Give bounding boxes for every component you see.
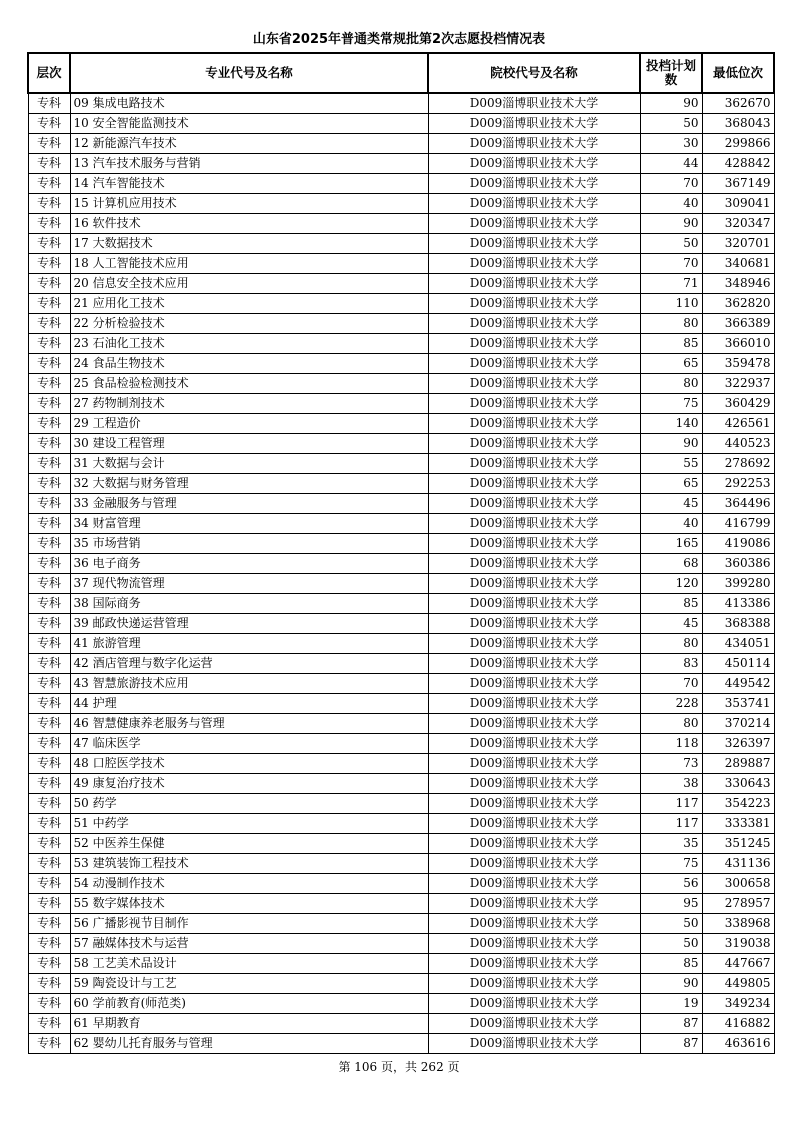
major-cell: 61 早期教育 — [70, 1014, 428, 1034]
school-cell: D009淄博职业技术大学 — [428, 914, 640, 934]
rank-cell: 434051 — [702, 634, 774, 654]
school-cell: D009淄博职业技术大学 — [428, 454, 640, 474]
rank-cell: 366389 — [702, 314, 774, 334]
level-cell: 专科 — [28, 614, 70, 634]
school-cell: D009淄博职业技术大学 — [428, 494, 640, 514]
table-row — [28, 514, 774, 534]
table-row — [28, 194, 774, 214]
plan-cell: 65 — [640, 474, 702, 494]
rank-cell: 320701 — [702, 234, 774, 254]
table-row — [28, 654, 774, 674]
plan-cell: 30 — [640, 134, 702, 154]
major-cell: 43 智慧旅游技术应用 — [70, 674, 428, 694]
level-cell: 专科 — [28, 334, 70, 354]
major-cell: 14 汽车智能技术 — [70, 174, 428, 194]
plan-cell: 65 — [640, 354, 702, 374]
school-cell: D009淄博职业技术大学 — [428, 534, 640, 554]
level-cell: 专科 — [28, 674, 70, 694]
level-cell: 专科 — [28, 234, 70, 254]
school-cell: D009淄博职业技术大学 — [428, 634, 640, 654]
rank-cell: 278957 — [702, 894, 774, 914]
major-cell: 16 软件技术 — [70, 214, 428, 234]
major-cell: 35 市场营销 — [70, 534, 428, 554]
major-cell: 42 酒店管理与数字化运营 — [70, 654, 428, 674]
rank-cell: 360429 — [702, 394, 774, 414]
plan-cell: 80 — [640, 634, 702, 654]
level-cell: 专科 — [28, 374, 70, 394]
rank-cell: 354223 — [702, 794, 774, 814]
table-row — [28, 314, 774, 334]
level-cell: 专科 — [28, 454, 70, 474]
rank-cell: 330643 — [702, 774, 774, 794]
table-row — [28, 374, 774, 394]
school-cell: D009淄博职业技术大学 — [428, 374, 640, 394]
table-row — [28, 414, 774, 434]
table-row — [28, 454, 774, 474]
table-row — [28, 694, 774, 714]
major-cell: 13 汽车技术服务与营销 — [70, 154, 428, 174]
level-cell: 专科 — [28, 894, 70, 914]
level-cell: 专科 — [28, 254, 70, 274]
level-cell: 专科 — [28, 174, 70, 194]
table-row — [28, 494, 774, 514]
school-cell: D009淄博职业技术大学 — [428, 994, 640, 1014]
plan-cell: 70 — [640, 174, 702, 194]
rank-cell: 278692 — [702, 454, 774, 474]
school-cell: D009淄博职业技术大学 — [428, 334, 640, 354]
plan-cell: 87 — [640, 1014, 702, 1034]
plan-cell: 50 — [640, 914, 702, 934]
table-row — [28, 434, 774, 454]
rank-cell: 362670 — [702, 93, 774, 114]
rank-cell: 353741 — [702, 694, 774, 714]
page-title: 山东省2025年普通类常规批第2次志愿投档情况表 — [252, 32, 546, 47]
major-cell: 20 信息安全技术应用 — [70, 274, 428, 294]
rank-cell: 366010 — [702, 334, 774, 354]
rank-cell: 326397 — [702, 734, 774, 754]
school-cell: D009淄博职业技术大学 — [428, 554, 640, 574]
table-row — [28, 254, 774, 274]
table-row — [28, 294, 774, 314]
level-cell: 专科 — [28, 354, 70, 374]
level-cell: 专科 — [28, 794, 70, 814]
rank-cell: 431136 — [702, 854, 774, 874]
school-cell: D009淄博职业技术大学 — [428, 354, 640, 374]
level-cell: 专科 — [28, 754, 70, 774]
level-cell: 专科 — [28, 134, 70, 154]
major-cell: 55 数字媒体技术 — [70, 894, 428, 914]
school-cell: D009淄博职业技术大学 — [428, 1014, 640, 1034]
table-row — [28, 154, 774, 174]
plan-cell: 80 — [640, 374, 702, 394]
plan-cell: 90 — [640, 974, 702, 994]
school-cell: D009淄博职业技术大学 — [428, 574, 640, 594]
table-row — [28, 774, 774, 794]
school-cell: D009淄博职业技术大学 — [428, 714, 640, 734]
school-cell: D009淄博职业技术大学 — [428, 814, 640, 834]
school-cell: D009淄博职业技术大学 — [428, 954, 640, 974]
major-cell: 48 口腔医学技术 — [70, 754, 428, 774]
rank-cell: 368043 — [702, 114, 774, 134]
level-cell: 专科 — [28, 294, 70, 314]
table-row — [28, 174, 774, 194]
table-row — [28, 554, 774, 574]
plan-cell: 85 — [640, 594, 702, 614]
table-row — [28, 874, 774, 894]
school-cell: D009淄博职业技术大学 — [428, 894, 640, 914]
rank-cell: 440523 — [702, 434, 774, 454]
table-row — [28, 534, 774, 554]
rank-cell: 292253 — [702, 474, 774, 494]
plan-cell: 70 — [640, 674, 702, 694]
major-cell: 59 陶瓷设计与工艺 — [70, 974, 428, 994]
school-cell: D009淄博职业技术大学 — [428, 734, 640, 754]
level-cell: 专科 — [28, 93, 70, 114]
plan-cell: 50 — [640, 114, 702, 134]
rank-cell: 413386 — [702, 594, 774, 614]
level-cell: 专科 — [28, 914, 70, 934]
school-cell: D009淄博职业技术大学 — [428, 434, 640, 454]
table-row — [28, 594, 774, 614]
school-cell: D009淄博职业技术大学 — [428, 294, 640, 314]
table-row — [28, 614, 774, 634]
school-cell: D009淄博职业技术大学 — [428, 174, 640, 194]
rank-cell: 463616 — [702, 1034, 774, 1054]
rank-cell: 449542 — [702, 674, 774, 694]
rank-cell: 416882 — [702, 1014, 774, 1034]
header-level: 层次 — [28, 53, 70, 93]
level-cell: 专科 — [28, 554, 70, 574]
plan-cell: 85 — [640, 334, 702, 354]
rank-cell: 368388 — [702, 614, 774, 634]
rank-cell: 300658 — [702, 874, 774, 894]
header-plan: 投档计划数 — [640, 53, 702, 93]
rank-cell: 370214 — [702, 714, 774, 734]
major-cell: 62 婴幼儿托育服务与管理 — [70, 1034, 428, 1054]
school-cell: D009淄博职业技术大学 — [428, 774, 640, 794]
major-cell: 37 现代物流管理 — [70, 574, 428, 594]
table-row — [28, 394, 774, 414]
major-cell: 47 临床医学 — [70, 734, 428, 754]
major-cell: 23 石油化工技术 — [70, 334, 428, 354]
table-row — [28, 1034, 774, 1054]
school-cell: D009淄博职业技术大学 — [428, 594, 640, 614]
table-row — [28, 114, 774, 134]
table-row — [28, 234, 774, 254]
header-school: 院校代号及名称 — [428, 53, 640, 93]
rank-cell: 449805 — [702, 974, 774, 994]
table-row — [28, 634, 774, 654]
plan-cell: 68 — [640, 554, 702, 574]
plan-cell: 73 — [640, 754, 702, 774]
rank-cell: 322937 — [702, 374, 774, 394]
plan-cell: 118 — [640, 734, 702, 754]
table-row — [28, 894, 774, 914]
level-cell: 专科 — [28, 274, 70, 294]
major-cell: 22 分析检验技术 — [70, 314, 428, 334]
major-cell: 21 应用化工技术 — [70, 294, 428, 314]
school-cell: D009淄博职业技术大学 — [428, 854, 640, 874]
school-cell: D009淄博职业技术大学 — [428, 934, 640, 954]
school-cell: D009淄博职业技术大学 — [428, 414, 640, 434]
rank-cell: 447667 — [702, 954, 774, 974]
school-cell: D009淄博职业技术大学 — [428, 114, 640, 134]
rank-cell: 450114 — [702, 654, 774, 674]
plan-cell: 45 — [640, 614, 702, 634]
plan-cell: 40 — [640, 194, 702, 214]
header-rank: 最低位次 — [702, 53, 774, 93]
major-cell: 09 集成电路技术 — [70, 93, 428, 114]
major-cell: 52 中医养生保健 — [70, 834, 428, 854]
level-cell: 专科 — [28, 434, 70, 454]
school-cell: D009淄博职业技术大学 — [428, 314, 640, 334]
level-cell: 专科 — [28, 534, 70, 554]
level-cell: 专科 — [28, 714, 70, 734]
plan-cell: 55 — [640, 454, 702, 474]
level-cell: 专科 — [28, 574, 70, 594]
major-cell: 41 旅游管理 — [70, 634, 428, 654]
level-cell: 专科 — [28, 634, 70, 654]
level-cell: 专科 — [28, 514, 70, 534]
level-cell: 专科 — [28, 874, 70, 894]
table-body — [28, 93, 774, 1054]
major-cell: 18 人工智能技术应用 — [70, 254, 428, 274]
major-cell: 15 计算机应用技术 — [70, 194, 428, 214]
table-row — [28, 834, 774, 854]
level-cell: 专科 — [28, 194, 70, 214]
table-row — [28, 974, 774, 994]
rank-cell: 362820 — [702, 294, 774, 314]
major-cell: 51 中药学 — [70, 814, 428, 834]
major-cell: 24 食品生物技术 — [70, 354, 428, 374]
school-cell: D009淄博职业技术大学 — [428, 274, 640, 294]
admission-table — [27, 52, 775, 1054]
major-cell: 58 工艺美术品设计 — [70, 954, 428, 974]
level-cell: 专科 — [28, 214, 70, 234]
rank-cell: 359478 — [702, 354, 774, 374]
table-row — [28, 794, 774, 814]
plan-cell: 95 — [640, 894, 702, 914]
rank-cell: 428842 — [702, 154, 774, 174]
rank-cell: 349234 — [702, 994, 774, 1014]
level-cell: 专科 — [28, 814, 70, 834]
major-cell: 39 邮政快递运营管理 — [70, 614, 428, 634]
major-cell: 57 融媒体技术与运营 — [70, 934, 428, 954]
rank-cell: 319038 — [702, 934, 774, 954]
plan-cell: 44 — [640, 154, 702, 174]
major-cell: 50 药学 — [70, 794, 428, 814]
major-cell: 29 工程造价 — [70, 414, 428, 434]
table-row — [28, 214, 774, 234]
plan-cell: 120 — [640, 574, 702, 594]
major-cell: 44 护理 — [70, 694, 428, 714]
level-cell: 专科 — [28, 654, 70, 674]
plan-cell: 117 — [640, 794, 702, 814]
level-cell: 专科 — [28, 394, 70, 414]
plan-cell: 35 — [640, 834, 702, 854]
school-cell: D009淄博职业技术大学 — [428, 794, 640, 814]
level-cell: 专科 — [28, 594, 70, 614]
school-cell: D009淄博职业技术大学 — [428, 93, 640, 114]
plan-cell: 40 — [640, 514, 702, 534]
rank-cell: 416799 — [702, 514, 774, 534]
header-major: 专业代号及名称 — [70, 53, 428, 93]
table-row — [28, 914, 774, 934]
school-cell: D009淄博职业技术大学 — [428, 654, 640, 674]
plan-cell: 117 — [640, 814, 702, 834]
level-cell: 专科 — [28, 974, 70, 994]
table-row — [28, 93, 774, 114]
school-cell: D009淄博职业技术大学 — [428, 694, 640, 714]
school-cell: D009淄博职业技术大学 — [428, 834, 640, 854]
plan-cell: 140 — [640, 414, 702, 434]
school-cell: D009淄博职业技术大学 — [428, 134, 640, 154]
table-row — [28, 334, 774, 354]
plan-cell: 80 — [640, 714, 702, 734]
major-cell: 54 动漫制作技术 — [70, 874, 428, 894]
level-cell: 专科 — [28, 494, 70, 514]
school-cell: D009淄博职业技术大学 — [428, 214, 640, 234]
rank-cell: 351245 — [702, 834, 774, 854]
level-cell: 专科 — [28, 314, 70, 334]
plan-cell: 75 — [640, 854, 702, 874]
table-row — [28, 814, 774, 834]
plan-cell: 110 — [640, 294, 702, 314]
table-row — [28, 854, 774, 874]
school-cell: D009淄博职业技术大学 — [428, 674, 640, 694]
major-cell: 34 财富管理 — [70, 514, 428, 534]
plan-cell: 165 — [640, 534, 702, 554]
plan-cell: 70 — [640, 254, 702, 274]
rank-cell: 399280 — [702, 574, 774, 594]
plan-cell: 85 — [640, 954, 702, 974]
school-cell: D009淄博职业技术大学 — [428, 514, 640, 534]
level-cell: 专科 — [28, 834, 70, 854]
major-cell: 17 大数据技术 — [70, 234, 428, 254]
major-cell: 56 广播影视节目制作 — [70, 914, 428, 934]
level-cell: 专科 — [28, 414, 70, 434]
plan-cell: 38 — [640, 774, 702, 794]
table-row — [28, 1014, 774, 1034]
major-cell: 53 建筑装饰工程技术 — [70, 854, 428, 874]
major-cell: 49 康复治疗技术 — [70, 774, 428, 794]
table-row — [28, 134, 774, 154]
rank-cell: 364496 — [702, 494, 774, 514]
rank-cell: 360386 — [702, 554, 774, 574]
table-row — [28, 354, 774, 374]
level-cell: 专科 — [28, 854, 70, 874]
rank-cell: 309041 — [702, 194, 774, 214]
school-cell: D009淄博职业技术大学 — [428, 394, 640, 414]
plan-cell: 90 — [640, 214, 702, 234]
plan-cell: 50 — [640, 934, 702, 954]
plan-cell: 83 — [640, 654, 702, 674]
major-cell: 12 新能源汽车技术 — [70, 134, 428, 154]
school-cell: D009淄博职业技术大学 — [428, 194, 640, 214]
table-row — [28, 574, 774, 594]
table-row — [28, 674, 774, 694]
rank-cell: 419086 — [702, 534, 774, 554]
major-cell: 31 大数据与会计 — [70, 454, 428, 474]
rank-cell: 299866 — [702, 134, 774, 154]
level-cell: 专科 — [28, 774, 70, 794]
school-cell: D009淄博职业技术大学 — [428, 254, 640, 274]
school-cell: D009淄博职业技术大学 — [428, 614, 640, 634]
school-cell: D009淄博职业技术大学 — [428, 754, 640, 774]
table-row — [28, 734, 774, 754]
plan-cell: 71 — [640, 274, 702, 294]
level-cell: 专科 — [28, 954, 70, 974]
school-cell: D009淄博职业技术大学 — [428, 474, 640, 494]
school-cell: D009淄博职业技术大学 — [428, 154, 640, 174]
level-cell: 专科 — [28, 694, 70, 714]
major-cell: 36 电子商务 — [70, 554, 428, 574]
major-cell: 60 学前教育(师范类) — [70, 994, 428, 1014]
plan-cell: 90 — [640, 93, 702, 114]
level-cell: 专科 — [28, 114, 70, 134]
level-cell: 专科 — [28, 1034, 70, 1054]
major-cell: 27 药物制剂技术 — [70, 394, 428, 414]
plan-cell: 75 — [640, 394, 702, 414]
plan-cell: 56 — [640, 874, 702, 894]
major-cell: 25 食品检验检测技术 — [70, 374, 428, 394]
level-cell: 专科 — [28, 734, 70, 754]
plan-cell: 228 — [640, 694, 702, 714]
page-number: 第 106 页，共 262 页 — [338, 1060, 460, 1074]
table-row — [28, 954, 774, 974]
level-cell: 专科 — [28, 474, 70, 494]
major-cell: 32 大数据与财务管理 — [70, 474, 428, 494]
rank-cell: 338968 — [702, 914, 774, 934]
plan-cell: 87 — [640, 1034, 702, 1054]
level-cell: 专科 — [28, 934, 70, 954]
school-cell: D009淄博职业技术大学 — [428, 874, 640, 894]
rank-cell: 426561 — [702, 414, 774, 434]
table-row — [28, 994, 774, 1014]
major-cell: 46 智慧健康养老服务与管理 — [70, 714, 428, 734]
table-row — [28, 474, 774, 494]
table-row — [28, 934, 774, 954]
level-cell: 专科 — [28, 994, 70, 1014]
school-cell: D009淄博职业技术大学 — [428, 1034, 640, 1054]
level-cell: 专科 — [28, 1014, 70, 1034]
plan-cell: 45 — [640, 494, 702, 514]
major-cell: 38 国际商务 — [70, 594, 428, 614]
major-cell: 10 安全智能监测技术 — [70, 114, 428, 134]
rank-cell: 348946 — [702, 274, 774, 294]
plan-cell: 19 — [640, 994, 702, 1014]
table-header-row — [28, 53, 774, 93]
rank-cell: 367149 — [702, 174, 774, 194]
rank-cell: 289887 — [702, 754, 774, 774]
plan-cell: 90 — [640, 434, 702, 454]
major-cell: 33 金融服务与管理 — [70, 494, 428, 514]
school-cell: D009淄博职业技术大学 — [428, 234, 640, 254]
rank-cell: 340681 — [702, 254, 774, 274]
plan-cell: 80 — [640, 314, 702, 334]
plan-cell: 50 — [640, 234, 702, 254]
rank-cell: 320347 — [702, 214, 774, 234]
rank-cell: 333381 — [702, 814, 774, 834]
table-row — [28, 274, 774, 294]
level-cell: 专科 — [28, 154, 70, 174]
school-cell: D009淄博职业技术大学 — [428, 974, 640, 994]
major-cell: 30 建设工程管理 — [70, 434, 428, 454]
table-row — [28, 714, 774, 734]
table-row — [28, 754, 774, 774]
